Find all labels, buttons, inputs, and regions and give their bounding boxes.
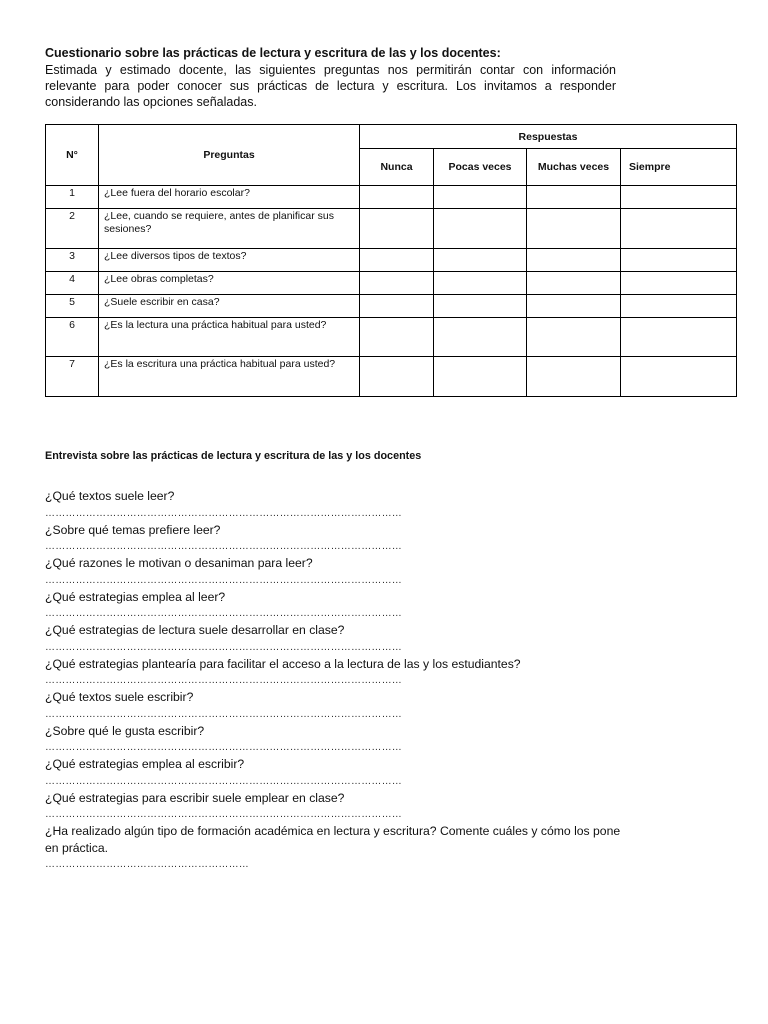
answer-cell-muchas-veces[interactable] [527,209,621,249]
answer-cell-siempre[interactable] [621,318,737,357]
table-row [46,186,737,209]
row-question: ¿Lee, cuando se requiere, antes de planificar sus sesiones? [99,209,360,249]
answer-line[interactable]: …………………………………………………………………………………………… [45,708,402,720]
interview-item [45,689,625,723]
row-question: ¿Suele escribir en casa? [99,295,360,318]
answer-cell-nunca[interactable] [360,249,434,272]
answer-cell-nunca[interactable] [360,357,434,397]
answer-line[interactable]: …………………………………………………………………………………………… [45,675,402,686]
answer-cell-siempre[interactable] [621,186,737,209]
table-row [46,249,737,272]
row-number: 1 [46,186,99,209]
answer-cell-muchas-veces[interactable] [527,295,621,318]
option-header-siempre: Siempre [621,149,737,186]
interview-item [45,656,625,690]
interview-item [45,589,625,623]
row-question: ¿Lee obras completas? [99,272,360,295]
questionnaire-title: Cuestionario sobre las prácticas de lectura y escritura de las y los docentes: [45,46,501,60]
interview-title: Entrevista sobre las prácticas de lectura y escritura de las y los docentes [45,450,422,462]
answer-line[interactable]: …………………………………………………………………………………………… [45,541,402,552]
answer-cell-muchas-veces[interactable] [527,249,621,272]
col-answers-header: Respuestas [360,125,737,149]
answer-cell-pocas-veces[interactable] [434,249,527,272]
answer-cell-muchas-veces[interactable] [527,357,621,397]
table-row [46,272,737,295]
interview-question: ¿Qué estrategias para escribir suele emplear en clase? [45,790,345,805]
answer-cell-pocas-veces[interactable] [434,295,527,318]
interview-item [45,488,625,522]
interview-item [45,622,625,656]
option-header-pocas-veces: Pocas veces [434,149,527,186]
answer-cell-muchas-veces[interactable] [527,272,621,295]
table-row [46,295,737,318]
interview-questions [45,488,625,873]
answer-line[interactable]: …………………………………………………………………………………………… [45,507,402,519]
interview-question: ¿Qué estrategias plantearía para facilitar el acceso a la lectura de las y los estudiantes? [45,656,521,671]
answer-line[interactable]: …………………………………………………………………………………………… [45,775,402,787]
interview-question: ¿Qué estrategias emplea al leer? [45,589,226,604]
interview-question: ¿Qué razones le motivan o desaniman para leer? [45,556,313,570]
option-header-nunca: Nunca [360,149,434,186]
answer-cell-siempre[interactable] [621,209,737,249]
answer-line[interactable]: …………………………………………………… [45,859,249,870]
interview-item [45,790,625,824]
interview-question: ¿Ha realizado algún tipo de formación académica en lectura y escritura? Comente cuáles y cómo los pone en práctica. [45,824,621,855]
answer-cell-nunca[interactable] [360,186,434,209]
interview-question: ¿Qué estrategias emplea al escribir? [45,757,245,771]
answer-cell-pocas-veces[interactable] [434,186,527,209]
option-header-muchas-veces: Muchas veces [527,149,621,186]
answer-line[interactable]: …………………………………………………………………………………………… [45,809,402,820]
interview-item [45,723,625,757]
survey-table [45,124,737,397]
interview-question: ¿Qué estrategias de lectura suele desarrollar en clase? [45,623,345,637]
answer-cell-pocas-veces[interactable] [434,272,527,295]
interview-item [45,756,625,790]
interview-question: ¿Qué textos suele leer? [45,489,175,503]
table-row [46,209,737,249]
row-question: ¿Lee fuera del horario escolar? [99,186,360,209]
answer-cell-pocas-veces[interactable] [434,318,527,357]
row-number: 2 [46,209,99,249]
answer-cell-nunca[interactable] [360,318,434,357]
table-row [46,357,737,397]
answer-cell-siempre[interactable] [621,249,737,272]
answer-line[interactable]: …………………………………………………………………………………………… [45,608,402,619]
col-number-header: N° [46,125,99,186]
answer-cell-nunca[interactable] [360,209,434,249]
answer-cell-pocas-veces[interactable] [434,357,527,397]
row-question: ¿Lee diversos tipos de textos? [99,249,360,272]
row-number: 4 [46,272,99,295]
row-question: ¿Es la escritura una práctica habitual para usted? [99,357,360,397]
answer-cell-siempre[interactable] [621,295,737,318]
answer-cell-siempre[interactable] [621,272,737,295]
row-question: ¿Es la lectura una práctica habitual para usted? [99,318,360,357]
col-questions-header: Preguntas [99,125,360,186]
questionnaire-intro: Estimada y estimado docente, las siguientes preguntas nos permitirán contar con información relevante para poder conocer sus prácticas de lectura y escritura. Los invitamos a responder considerando las opciones señaladas. [45,63,616,109]
row-number: 3 [46,249,99,272]
row-number: 7 [46,357,99,397]
answer-cell-nunca[interactable] [360,295,434,318]
answer-line[interactable]: …………………………………………………………………………………………… [45,574,402,586]
answer-cell-siempre[interactable] [621,357,737,397]
interview-question: ¿Qué textos suele escribir? [45,690,194,704]
answer-line[interactable]: …………………………………………………………………………………………… [45,742,402,753]
answer-cell-pocas-veces[interactable] [434,209,527,249]
answer-cell-muchas-veces[interactable] [527,318,621,357]
interview-question: ¿Sobre qué temas prefiere leer? [45,522,221,537]
answer-cell-muchas-veces[interactable] [527,186,621,209]
interview-item [45,555,625,589]
interview-item [45,522,625,556]
interview-question: ¿Sobre qué le gusta escribir? [45,723,205,738]
row-number: 6 [46,318,99,357]
table-row [46,318,737,357]
answer-line[interactable]: …………………………………………………………………………………………… [45,641,402,653]
row-number: 5 [46,295,99,318]
interview-item [45,823,625,873]
answer-cell-nunca[interactable] [360,272,434,295]
